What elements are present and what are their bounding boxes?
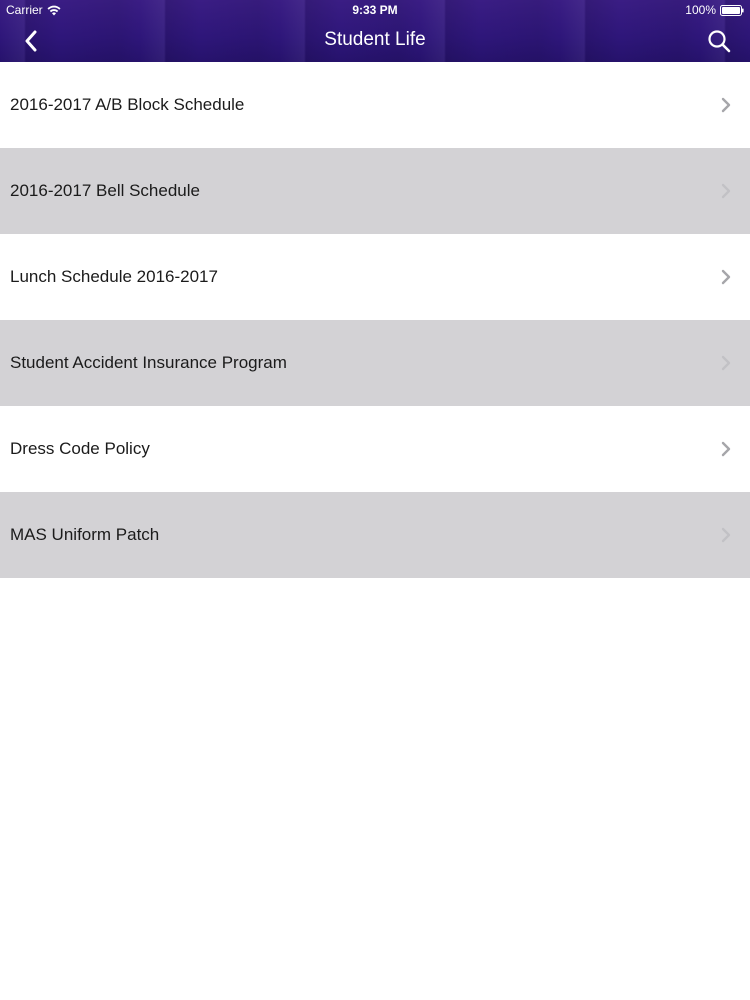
- list-item[interactable]: [0, 234, 750, 320]
- app-header: [0, 0, 750, 62]
- battery-icon: [720, 5, 744, 16]
- list-item-label: Dress Code Policy: [10, 439, 150, 458]
- list-item-label: MAS Uniform Patch: [10, 525, 160, 544]
- list-item[interactable]: [0, 148, 750, 234]
- list-item[interactable]: [0, 406, 750, 492]
- search-button[interactable]: [704, 26, 734, 56]
- chevron-right-icon: [720, 182, 732, 200]
- battery-percent: 100%: [685, 3, 716, 17]
- navigation-bar: [0, 20, 750, 62]
- list-item-label: Student Accident Insurance Program: [10, 353, 287, 372]
- chevron-right-icon: [720, 268, 732, 286]
- status-bar: [0, 0, 750, 20]
- page-title: Student Life: [324, 29, 426, 50]
- carrier-label: Carrier: [6, 3, 43, 17]
- battery-indicator: [685, 3, 744, 17]
- chevron-right-icon: [720, 526, 732, 544]
- chevron-right-icon: [720, 440, 732, 458]
- student-life-list: [0, 62, 750, 578]
- list-item-label: Lunch Schedule 2016-2017: [10, 267, 218, 286]
- search-icon: [707, 29, 731, 53]
- list-item-label: 2016-2017 A/B Block Schedule: [10, 95, 245, 114]
- list-item[interactable]: [0, 492, 750, 578]
- list-item-label: 2016-2017 Bell Schedule: [10, 181, 200, 200]
- list-item[interactable]: [0, 62, 750, 148]
- chevron-right-icon: [720, 354, 732, 372]
- status-time: 9:33 PM: [352, 3, 398, 17]
- list-item[interactable]: [0, 320, 750, 406]
- chevron-right-icon: [720, 96, 732, 114]
